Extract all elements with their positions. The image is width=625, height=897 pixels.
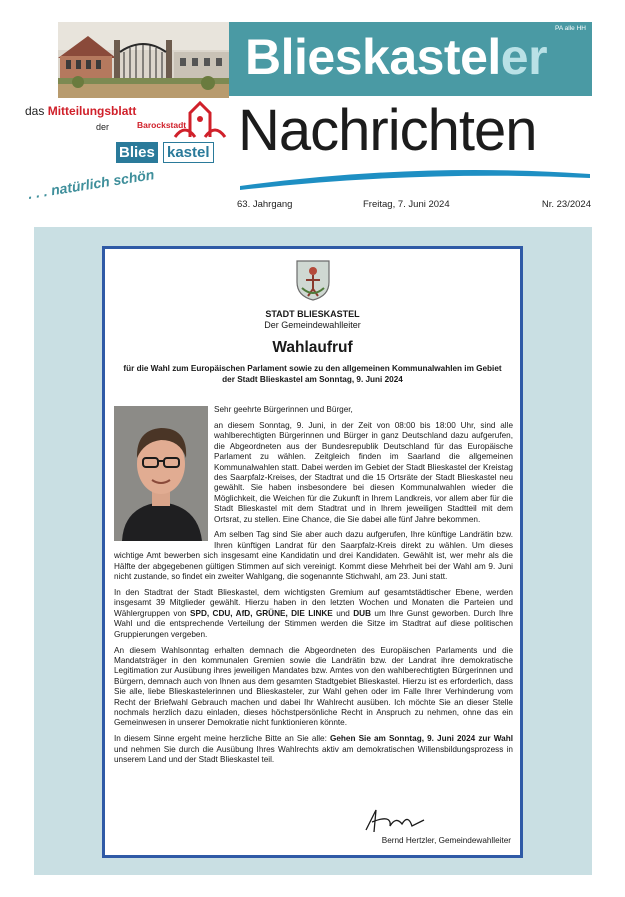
logo-word-kastel: kastel [163,142,214,163]
paragraph-1: an diesem Sonntag, 9. Juni, in der Zeit von 08:00 bis 18:00 Uhr, sind alle wahlberechtigten Bürgerinnen und Bürger in ganz Deutschland dazu aufgerufen, die Abgeordneten aus der Bundesrepublik Deutschland für das Europäische Parlament zu wählen. Zeitgleich finden im Saarland die allgemeinen Kommunalwahlen statt. Dabei werden im Gebiet der Stadt Blieskastel der Kreistag des Saarpfalz-Kreises, der Stadtrat und die 15 Ortsräte der Stadt Blieskastel neu gewählt. Sie haben insbesondere bei diesen Kommunalwahlen wieder die Möglichkeit, die Weichen für die Zukunft in Ihrem Landkreis, vor allem aber für die Stadt Blieskastel mit dem Stadtrat und in Ihrem jeweiligen Stadtteil mit dem Ortsrat, zu stellen. Eine Chance, die Sie dabei alle fünf Jahre bekommen. [214,420,513,524]
slogan: . . . natürlich schön [26,166,156,202]
logo-barockstadt-label: Barockstadt [137,120,187,130]
issuer-role: Der Gemeindewahlleiter [264,320,361,330]
masthead-photo-castle [58,22,229,98]
newspaper-title: Blieskasteler [245,29,548,85]
issue-date: Freitag, 7. Juni 2024 [363,199,450,210]
tagline: das Mitteilungsblatt [25,104,137,118]
title-swoosh-decoration [238,164,592,190]
article-body [114,405,513,771]
paragraph-2: Am selben Tag sind Sie aber auch dazu aufgerufen, Ihre künftige Landrätin bzw. Ihren künftigen Landrat für den Saarpfalz-Kreis direkt zu wählen. Um dieses wichtige Amt bewerben sich insgesamt eine Kandidatin und drei Kandidaten. Gewählt ist, wer mehr als die Hälfte der abgegebenen gültigen Stimmen auf sich vereinigt. Kommt diese Mehrheit bei der Wahl am 9. Juni nicht zustande, so findet ein zweiter Wahlgang, die sogenannte Stichwahl, am 23. Juni statt. [114,530,513,582]
signature-name: Bernd Hertzler, Gemeindewahlleiter [381,836,511,845]
paragraph-5: In diesem Sinne ergeht meine herzliche Bitte an Sie alle: Gehen Sie am Sonntag, 9. Juni 2024 zur Wahl und nehmen Sie durch die Ausübung Ihres Wahlrechts aktiv am demokratischen Willensbildungsprozess in unserem Land und der Stadt Blieskastel teil. [114,734,513,765]
article-panel [102,246,523,858]
issuer-organization: STADT BLIESKASTEL [265,309,360,319]
greeting-paragraph: Sehr geehrte Bürgerinnen und Bürger, [214,405,353,414]
city-logo [96,103,233,163]
logo-emblem-icon [170,99,230,139]
logo-word-blies: Blies [116,142,158,163]
article-subheadline: für die Wahl zum Europäischen Parlament sowie zu den allgemeinen Kommunalwahlen im Gebiet der Stadt Blieskastel am Sonntag, 9. Juni 2024 [123,364,502,384]
handwritten-signature-icon [362,806,432,836]
masthead-title-band [229,22,592,96]
volume-number: 63. Jahrgang [237,199,293,210]
newspaper-subtitle: Nachrichten [238,98,537,163]
article-headline: Wahlaufruf [272,339,353,356]
coat-of-arms-icon [294,258,332,302]
issue-number: Nr. 23/2024 [541,199,591,210]
postal-note: PA alle HH [555,25,586,32]
paragraph-4: An diesem Wahlsonntag erhalten demnach die Abgeordneten des Europäischen Parlaments und die Mandatsträger in den kommunalen Gremien sowie die Landrätin bzw. der Landrat ihre demokratische Legitimation zur Ausübung ihres jeweiligen Mandates bzw. Amtes von den wahlberechtigten Bürgerinnen und Bürgern, demnach auch von Ihnen aus dem gesamten Stadtgebiet Blieskastel. Hierzu ist es erforderlich, dass Sie alle, liebe Blieskastelerinnen und Blieskasteler, zur Wahl gehen oder im Falle Ihrer Verhinderung vom Recht der Briefwahl Gebrauch machen und dabei Ihr Wahlrecht ausüben. Ich möchte Sie an dieser Stelle nochmals herzlich dazu einladen, dieses höchstpersönliche Recht in Anspruch zu nehmen, ohne das ein Gemeinwesen in unserer Demokratie nicht funktionieren könnte. [114,645,513,728]
tagline-der: der [96,122,110,132]
paragraph-3: In den Stadtrat der Stadt Blieskastel, dem wichtigsten Gremium auf gesamtstädtischer Ebene, werden insgesamt 39 Mitglieder gewählt. Hierzu haben in den letzten Wochen und Monaten die Parteien und Wählergruppen von SPD, CDU, AfD, GRÜNE, DIE LINKE und DUB um Ihre Gunst geworben. Durch Ihre Wahl und die entsprechende Verteilung der Stimmen werden die Sitze im Stadtrat auf diese politischen Gruppierungen vergeben. [114,588,513,639]
